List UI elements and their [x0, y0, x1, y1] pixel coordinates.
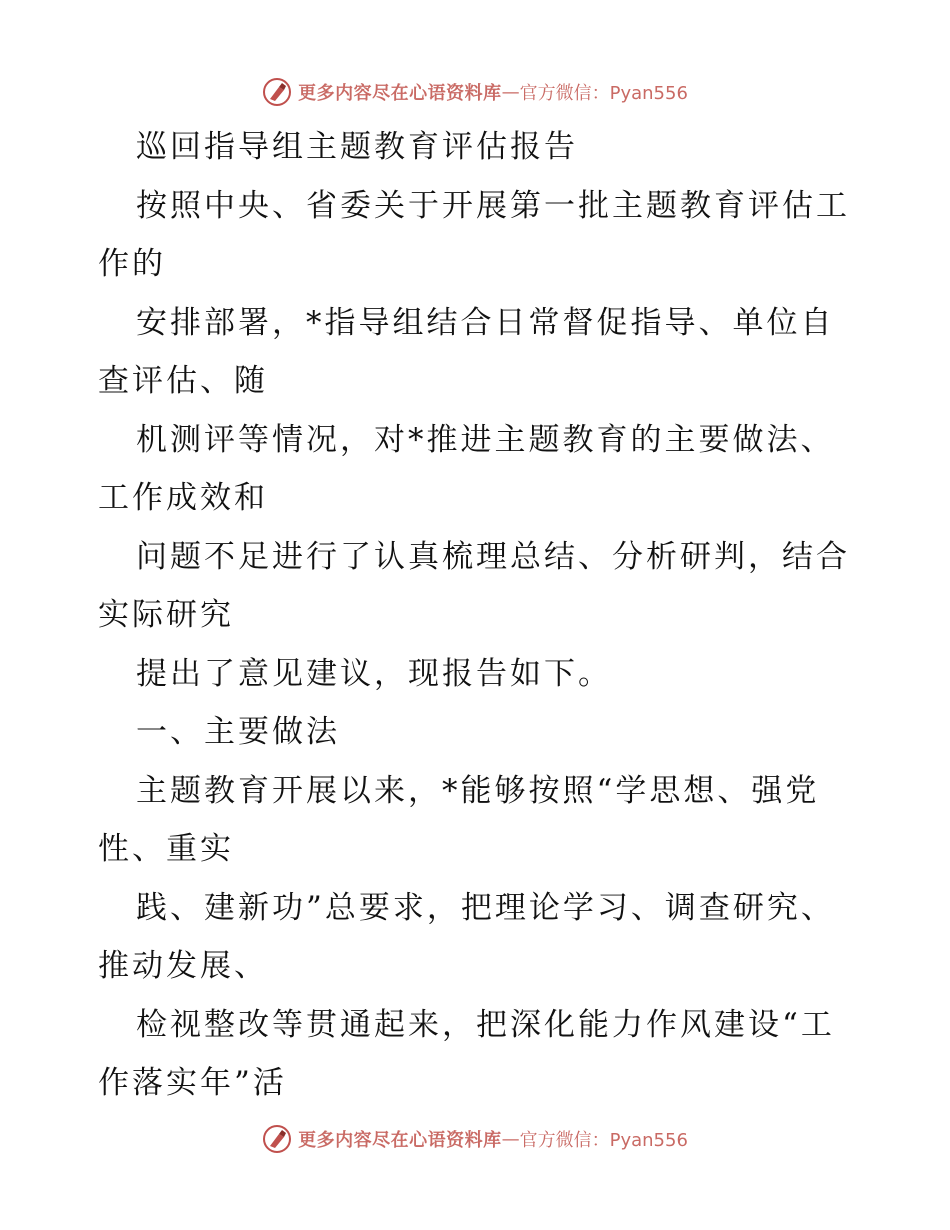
watermark-contact-text: 官方微信：Pyan556: [519, 83, 688, 104]
watermark-site-text: 更多内容尽在心语资料库: [298, 1130, 502, 1151]
paragraph: 问题不足进行了认真梳理总结、分析研判，结合实际研究: [98, 538, 850, 633]
paragraph: 机测评等情况，对*推进主题教育的主要做法、工作成效和: [98, 421, 835, 516]
paragraph: 检视整改等贯通起来，把深化能力作风建设“工作落实年”活: [98, 1006, 835, 1101]
paragraph: 主题教育开展以来，*能够按照“学思想、强党性、重实: [98, 772, 820, 867]
document-title: 巡回指导组主题教育评估报告: [136, 129, 578, 165]
pen-nib-logo-icon: [262, 77, 292, 107]
pen-nib-logo-icon: [262, 1124, 292, 1154]
paragraph: 安排部署，*指导组结合日常督促指导、单位自查评估、随: [98, 304, 835, 399]
paragraph: 践、建新功”总要求，把理论学习、调查研究、推动发展、: [98, 889, 835, 984]
paragraph: 提出了意见建议，现报告如下。: [136, 655, 612, 692]
section-heading: 一、主要做法: [136, 714, 340, 750]
watermark-footer: [0, 1119, 950, 1159]
paragraph: 按照中央、省委关于开展第一批主题教育评估工作的: [98, 187, 850, 282]
watermark-header: [0, 72, 950, 112]
watermark-separator: —: [501, 1128, 520, 1150]
document-body: [98, 118, 858, 1113]
watermark-site-text: 更多内容尽在心语资料库: [298, 83, 502, 104]
watermark-contact-text: 官方微信：Pyan556: [519, 1130, 688, 1151]
watermark-separator: —: [501, 81, 520, 103]
